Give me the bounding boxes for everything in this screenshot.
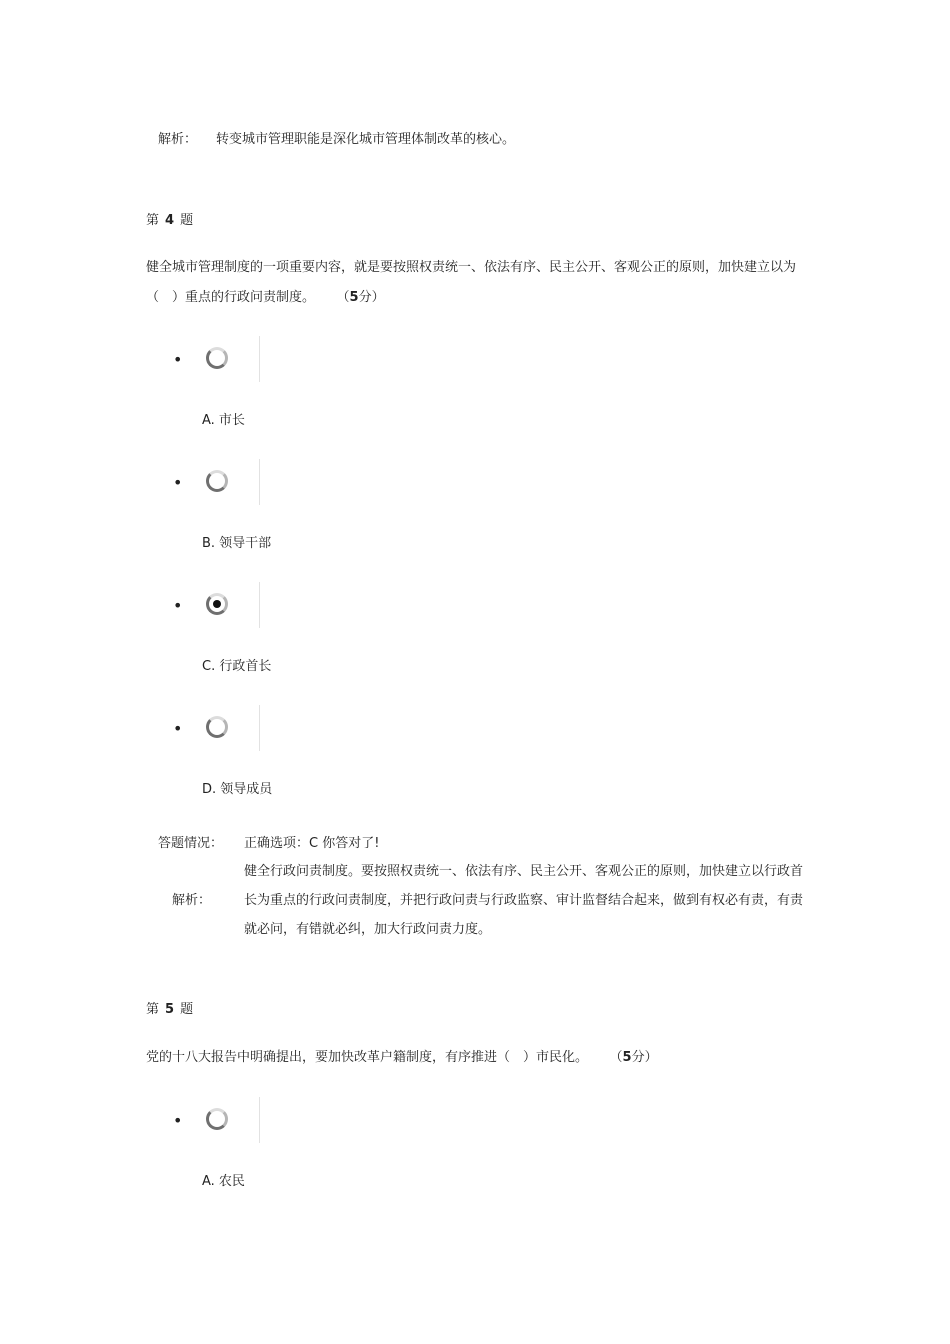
option-d-radio[interactable] [206,716,228,738]
divider [259,336,260,382]
analysis-label: 解析： [172,893,212,908]
option-a-radio[interactable] [206,347,228,369]
result-text: 正确选项：C 你答对了! [244,836,380,851]
explanation-text: 转变城市管理职能是深化城市管理体制改革的核心。 [216,132,516,147]
bullet-icon: • [173,1111,183,1130]
bullet-icon: • [173,473,183,492]
result-label: 答题情况： [158,836,224,851]
question-5-score: （5分） [616,1050,658,1065]
bullet-icon: • [173,596,183,615]
question-4-text: 健全城市管理制度的一项重要内容，就是要按照权责统一、依法有序、民主公开、客观公正的原则，加快建立以为（ ）重点的行政问责制度。 （5分） [146,260,797,305]
question-5-title: 第 5 题 [146,1002,194,1017]
divider [259,1097,260,1143]
divider [259,582,260,628]
divider [259,459,260,505]
question-5-text: 党的十八大报告中明确提出，要加快改革户籍制度，有序推进（ ）市民化。 （5分） [146,1050,658,1065]
analysis-text: 健全行政问责制度。要按照权责统一、依法有序、民主公开、客观公正的原则，加快建立以行政首长为重点的行政问责制度，并把行政问责与行政监察、审计监督结合起来，做到有权必有责，有责就必问，有错就必纠，加大行政问责力度。 [244,864,804,937]
option-c-radio-selected[interactable] [206,593,228,615]
q5-option-a-label[interactable]: A. 农民 [202,1174,245,1189]
option-b-label[interactable]: B. 领导干部 [202,536,272,551]
option-a-label[interactable]: A. 市长 [202,413,245,428]
option-c-label[interactable]: C. 行政首长 [202,659,272,674]
divider [259,705,260,751]
explanation-label: 解析： [158,132,198,147]
question-4-title: 第 4 题 [146,213,194,228]
question-4-score: （5分） [343,290,385,305]
option-b-radio[interactable] [206,470,228,492]
bullet-icon: • [173,719,183,738]
bullet-icon: • [173,350,183,369]
option-d-label[interactable]: D. 领导成员 [202,782,273,797]
q5-option-a-radio[interactable] [206,1108,228,1130]
